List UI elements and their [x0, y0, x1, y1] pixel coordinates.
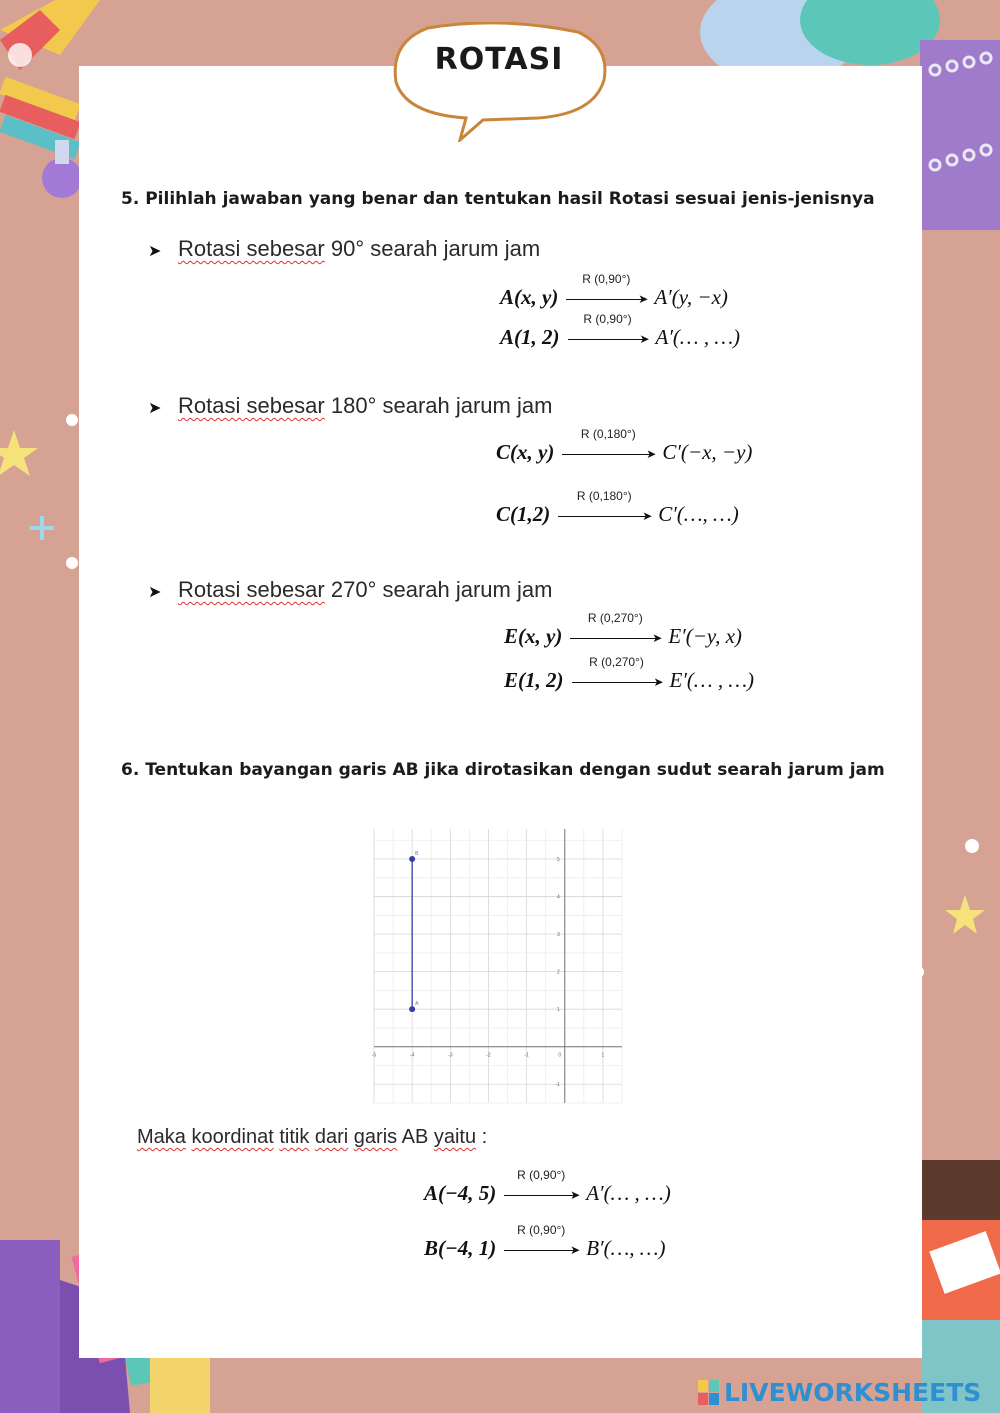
- rotation-equation: E(x, y) R (0,270°) ➤ E′(−y, x): [504, 611, 742, 648]
- mapping-arrow: R (0,270°) ➤: [568, 628, 662, 648]
- conclusion-word: Maka: [137, 1126, 186, 1148]
- section-heading-270: ➤ Rotasi sebesar 270° searah jarum jam: [148, 577, 553, 602]
- mapping-arrow: R (0,180°) ➤: [556, 506, 652, 526]
- mapping-arrow: R (0,90°) ➤: [564, 289, 648, 309]
- mapping-arrow: R (0,180°) ➤: [560, 444, 656, 464]
- point-b-label: B: [415, 851, 419, 858]
- conclusion-word: garis: [353, 1126, 398, 1148]
- coordinate-graph: [370, 825, 626, 1107]
- rotation-equation: C(1,2) R (0,180°) ➤ C′(…, …): [496, 489, 739, 526]
- y-tick-label: 5: [556, 857, 560, 864]
- rotation-equation: A(x, y) R (0,90°) ➤ A′(y, −x): [500, 272, 728, 309]
- section-heading-90: ➤ Rotasi sebesar 90° searah jarum jam: [148, 236, 541, 261]
- question-5-text: 5. Pilihlah jawaban yang benar dan tentukan hasil Rotasi sesuai jenis-jenisnya: [121, 189, 875, 209]
- mapping-arrow: R (0,90°) ➤: [502, 1240, 580, 1260]
- x-tick-label: 1: [601, 1052, 605, 1059]
- conclusion-word: koordinat: [191, 1126, 274, 1148]
- bag-illustration: [922, 1160, 1000, 1413]
- y-tick-label: 2: [556, 969, 560, 976]
- notebook-illustration: [920, 40, 1000, 230]
- arrow-bullet-icon: ➤: [148, 243, 162, 260]
- y-tick-label: 3: [556, 932, 560, 939]
- x-tick-label: 0: [558, 1052, 562, 1059]
- rocket-illustration: [0, 0, 100, 70]
- rotation-equation: A(1, 2) R (0,90°) ➤ A′(… , …): [500, 312, 741, 349]
- x-tick-label: -4: [409, 1052, 415, 1059]
- x-tick-label: -3: [448, 1052, 453, 1059]
- page-title: ROTASI: [434, 42, 564, 77]
- title-speech-bubble: [388, 22, 610, 142]
- y-tick-label: 4: [556, 894, 560, 901]
- mapping-arrow: R (0,90°) ➤: [566, 329, 650, 349]
- question-6-text: 6. Tentukan bayangan garis AB jika dirotasikan dengan sudut searah jarum jam: [121, 760, 885, 780]
- conclusion-word: AB: [401, 1126, 429, 1148]
- mapping-arrow: R (0,270°) ➤: [570, 672, 664, 692]
- dot-icon: [66, 414, 78, 426]
- x-tick-label: -1: [524, 1052, 529, 1059]
- arrow-bullet-icon: ➤: [148, 400, 162, 417]
- y-tick-label: -1: [555, 1082, 560, 1089]
- conclusion-word: yaitu: [433, 1126, 477, 1148]
- rotation-equation: A(−4, 5) R (0,90°) ➤ A′(… , …): [424, 1168, 671, 1205]
- rotation-equation: C(x, y) R (0,180°) ➤ C′(−x, −y): [496, 427, 753, 464]
- conclusion-word: :: [481, 1126, 488, 1148]
- x-tick-label: -5: [371, 1052, 377, 1059]
- liveworksheets-logo-icon: [698, 1380, 720, 1406]
- mapping-arrow: R (0,90°) ➤: [502, 1185, 580, 1205]
- conclusion-text: [137, 1126, 487, 1149]
- arrow-bullet-icon: ➤: [148, 584, 162, 601]
- rotation-equation: B(−4, 1) R (0,90°) ➤ B′(…, …): [424, 1223, 666, 1260]
- rotation-equation: E(1, 2) R (0,270°) ➤ E′(… , …): [504, 655, 755, 692]
- conclusion-word: dari: [314, 1126, 349, 1148]
- section-heading-180: ➤ Rotasi sebesar 180° searah jarum jam: [148, 393, 553, 418]
- point-a-label: A: [415, 1001, 419, 1008]
- y-tick-label: 1: [556, 1007, 560, 1014]
- x-tick-label: -2: [486, 1052, 491, 1059]
- conclusion-word: titik: [279, 1126, 310, 1148]
- liveworksheets-brand: LIVEWORKSHEETS: [724, 1378, 982, 1407]
